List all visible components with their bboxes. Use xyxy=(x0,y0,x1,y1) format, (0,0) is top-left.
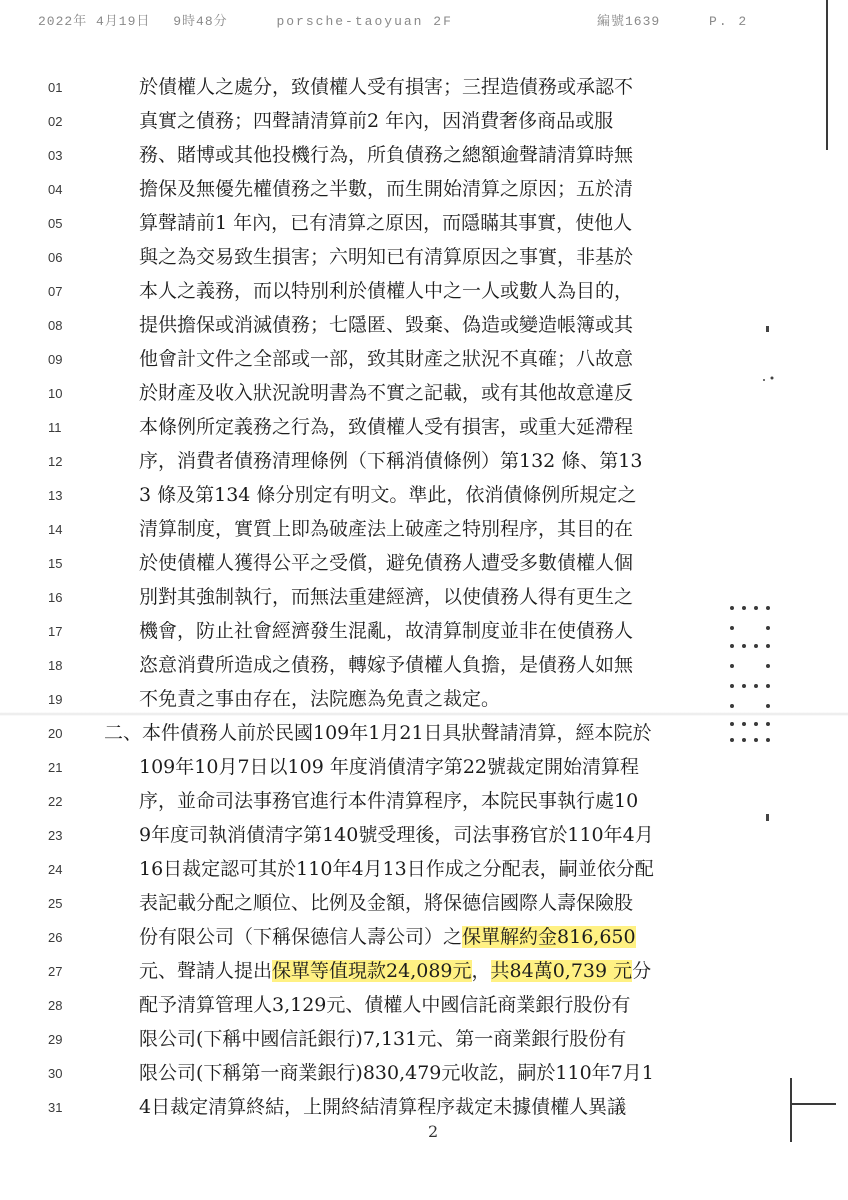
highlighted-text: 保單等值現款24,089元 xyxy=(272,960,472,982)
text-line: 務、賭博或其他投機行為，所負債務之總額逾聲請清算時無 xyxy=(139,144,634,166)
text-line: 16日裁定認可其於110年4月13日作成之分配表，嗣並依分配 xyxy=(139,858,654,880)
line-number: 12 xyxy=(48,454,63,469)
text-line: 二、本件債務人前於民國109年1月21日具狀聲請清算，經本院於 xyxy=(104,722,652,744)
line-number: 04 xyxy=(48,182,63,197)
text-line: 序，消費者債務清理條例（下稱消債條例）第132 條、第13 xyxy=(139,450,643,472)
text-line: 限公司(下稱中國信託銀行)7,131元、第一商業銀行股份有 xyxy=(139,1028,627,1050)
line-number: 28 xyxy=(48,998,63,1013)
scan-speck xyxy=(760,810,780,830)
text-line: 於使債權人獲得公平之受償，避免債務人遭受多數債權人個 xyxy=(139,552,634,574)
line-number: 21 xyxy=(48,760,63,775)
text-segment: 分 xyxy=(632,960,652,982)
line-number: 16 xyxy=(48,590,63,605)
text-line: 本條例所定義務之行為，致債權人受有損害，或重大延滯程 xyxy=(139,416,634,438)
line-number: 20 xyxy=(48,726,63,741)
text-line: 他會計文件之全部或一部，致其財產之狀況不真確；八故意 xyxy=(139,348,634,370)
line-number: 15 xyxy=(48,556,63,571)
text-line: 表記載分配之順位、比例及金額，將保德信國際人壽保險股 xyxy=(139,892,634,914)
line-number: 19 xyxy=(48,692,63,707)
line-number: 06 xyxy=(48,250,63,265)
line-number: 01 xyxy=(48,80,63,95)
fax-header-right xyxy=(597,10,762,32)
binding-line xyxy=(790,1103,836,1105)
text-line: 與之為交易致生損害；六明知已有清算原因之事實，非基於 xyxy=(139,246,634,268)
line-number: 10 xyxy=(48,386,63,401)
binding-line xyxy=(790,1078,792,1142)
text-line: 恣意消費所造成之債務，轉嫁予債權人負擔，是債務人如無 xyxy=(139,654,634,676)
page-number: 2 xyxy=(428,1122,439,1141)
text-line: 4日裁定清算終結，上開終結清算程序裁定未據債權人異議 xyxy=(139,1096,627,1118)
text-line: 不免責之事由存在，法院應為免責之裁定。 xyxy=(139,688,501,710)
text-line xyxy=(139,962,651,981)
line-number: 03 xyxy=(48,148,63,163)
line-number: 14 xyxy=(48,522,63,537)
fax-time: 9時48分 xyxy=(173,14,228,29)
text-line: 序，並命司法事務官進行本件清算程序，本院民事執行處10 xyxy=(139,790,639,812)
line-number: 29 xyxy=(48,1032,63,1047)
highlighted-text: 共84萬0,739 元 xyxy=(490,960,633,982)
text-line: 9年度司執消債清字第140號受理後，司法事務官於110年4月 xyxy=(139,824,654,846)
text-line xyxy=(139,928,636,947)
line-number: 31 xyxy=(48,1100,63,1115)
line-number: 09 xyxy=(48,352,63,367)
text-line: 擔保及無優先權債務之半數，而生開始清算之原因；五於清 xyxy=(139,178,634,200)
line-number: 07 xyxy=(48,284,63,299)
fax-serial: 編號1639 xyxy=(597,14,661,29)
text-line: 算聲請前1 年內，已有清算之原因，而隱瞞其事實，使他人 xyxy=(139,212,633,234)
text-segment: ， xyxy=(471,960,491,982)
line-number: 13 xyxy=(48,488,63,503)
text-line: 機會，防止社會經濟發生混亂，故清算制度並非在使債務人 xyxy=(139,620,634,642)
text-line: 配予清算管理人3,129元、債權人中國信託商業銀行股份有 xyxy=(139,994,631,1016)
line-number: 18 xyxy=(48,658,63,673)
fax-header-left xyxy=(38,10,467,32)
line-number: 24 xyxy=(48,862,63,877)
line-number: 08 xyxy=(48,318,63,333)
line-number: 27 xyxy=(48,964,63,979)
line-number: 22 xyxy=(48,794,63,809)
text-line: 提供擔保或消滅債務；七隱匿、毀棄、偽造或變造帳簿或其 xyxy=(139,314,634,336)
line-number: 05 xyxy=(48,216,63,231)
line-number: 17 xyxy=(48,624,63,639)
text-segment: 元、聲請人提出 xyxy=(139,960,273,982)
fax-sender: porsche-taoyuan 2F xyxy=(276,14,453,29)
fax-date: 2022年 4月19日 xyxy=(38,14,151,29)
text-line: 3 條及第134 條分別定有明文。準此，依消債條例所規定之 xyxy=(139,484,637,506)
highlighted-text: 保單解約金816,650 xyxy=(462,926,636,948)
text-line: 於財產及收入狀況說明書為不實之記載，或有其他故意違反 xyxy=(139,382,634,404)
line-number: 25 xyxy=(48,896,63,911)
text-line: 真實之債務；四聲請清算前2 年內，因消費奢侈商品或服 xyxy=(139,110,614,132)
binding-line xyxy=(826,0,828,150)
line-number: 26 xyxy=(48,930,63,945)
fax-page: P. 2 xyxy=(709,14,749,29)
text-line: 清算制度，實質上即為破產法上破產之特別程序，其目的在 xyxy=(139,518,634,540)
line-number: 11 xyxy=(48,420,62,435)
text-line: 109年10月7日以109 年度消債清字第22號裁定開始清算程 xyxy=(139,756,640,778)
scan-specks xyxy=(760,320,790,390)
text-line: 別對其強制執行，而無法重建經濟，以使債務人得有更生之 xyxy=(139,586,634,608)
text-line: 本人之義務，而以特別利於債權人中之一人或數人為目的， xyxy=(139,280,634,302)
text-segment: 份有限公司（下稱保德信人壽公司）之 xyxy=(139,926,463,948)
text-line: 限公司(下稱第一商業銀行)830,479元收訖，嗣於110年7月1 xyxy=(139,1062,654,1084)
perforation-marks xyxy=(722,600,782,750)
scan-artifact-line xyxy=(0,712,848,716)
line-number: 02 xyxy=(48,114,63,129)
line-number: 30 xyxy=(48,1066,63,1081)
line-number: 23 xyxy=(48,828,63,843)
text-line: 於債權人之處分，致債權人受有損害；三捏造債務或承認不 xyxy=(139,76,634,98)
